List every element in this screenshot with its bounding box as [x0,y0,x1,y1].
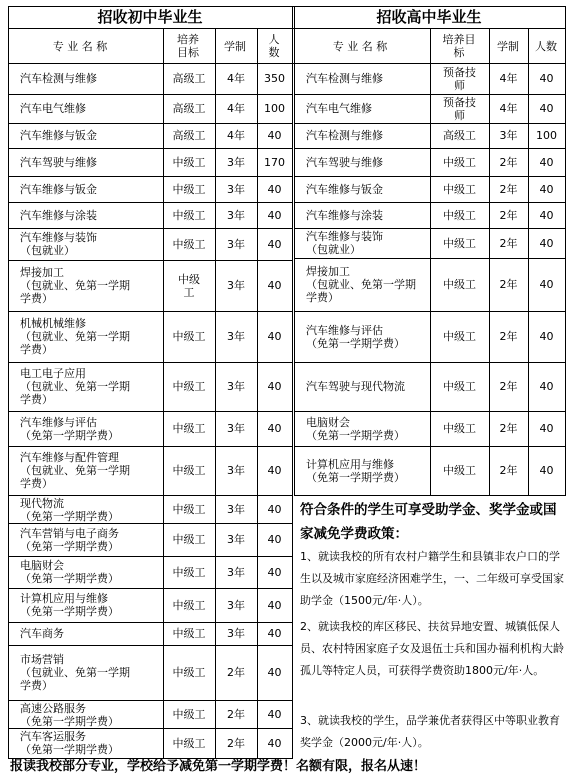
right-row-7-years: 2年 [499,236,518,250]
left-row-divider [8,362,293,363]
left-row-12-years: 3年 [227,464,245,477]
left-row-divider [8,176,293,177]
left-row-8-major: 焊接加工 （包就业、免第一学期 学费） [20,266,130,305]
left-row-7-major: 汽车维修与装饰 （包就业） [20,231,97,257]
left-row-divider [8,495,293,496]
right-row-11-years: 2年 [499,422,518,435]
left-row-20-goal: 中级工 [172,736,206,750]
left-row-divider [8,446,293,447]
left-row-14-years: 3年 [227,533,245,546]
left-row-9-years: 3年 [227,330,245,343]
left-row-1-years: 4年 [227,72,245,85]
left-row-7-goal: 中级工 [172,237,206,251]
left-row-1-goal: 高级工 [172,72,206,85]
left-row-divider [8,94,293,95]
left-col-divider [215,28,216,758]
left-row-10-years: 3年 [227,380,245,393]
right-row-11-major: 电脑财会 （免第一学期学费） [306,415,405,442]
left-row-12-major: 汽车维修与配件管理 （包就业、免第一学期 学费） [20,451,130,490]
left-row-18-goal: 中级工 [172,666,206,679]
right-row-3-count: 100 [536,129,557,142]
left-header-count: 人 数 [268,33,280,59]
left-row-17-count: 40 [267,627,282,640]
left-row-11-major: 汽车维修与评估 （免第一学期学费） [20,415,119,442]
left-row-7-years: 3年 [227,237,245,251]
left-row-divider [8,728,293,729]
left-header-major: 专 业 名 称 [52,40,108,53]
right-header-goal: 培养目 标 [442,33,476,59]
left-row-2-major: 汽车电气维修 [20,102,86,115]
left-col-divider [163,28,164,758]
right-row-6-goal: 中级工 [443,208,476,222]
footer-notice: 报读我校部分专业，学校给予减免第一学期学费！名额有限，报名从速！ [10,759,427,774]
right-row-9-count: 40 [539,330,554,343]
left-row-16-goal: 中级工 [172,598,206,612]
left-row-3-goal: 高级工 [172,129,206,142]
left-row-divider [8,123,293,124]
left-row-13-major: 现代物流 （免第一学期学费） [20,497,119,523]
right-row-10-years: 2年 [499,380,518,393]
left-row-6-years: 3年 [227,208,245,222]
left-row-4-years: 3年 [227,155,245,169]
right-row-1-count: 40 [539,72,554,85]
right-row-1-years: 4年 [499,72,518,85]
right-row-divider [294,495,566,496]
left-row-11-goal: 中级工 [172,422,206,435]
left-row-1-count: 350 [264,72,285,85]
left-row-13-goal: 中级工 [172,502,206,516]
left-row-8-years: 3年 [227,279,245,292]
left-row-12-goal: 中级工 [172,464,206,477]
policy-item-1: 1、就读我校的所有农村户籍学生和县镇非农户口的学生以及城市家庭经济困难学生，一、二年级可享受国家助学金（1500元/年·人）。 [300,550,564,607]
left-row-divider [8,260,293,261]
right-row-3-major: 汽车检测与维修 [306,129,383,142]
right-col-divider [430,28,431,495]
left-row-18-years: 2年 [227,666,245,679]
left-row-9-major: 机械机械维修 （包就业、免第一学期 学费） [20,317,130,356]
left-row-divider [8,411,293,412]
left-row-4-goal: 中级工 [172,155,206,169]
left-row-20-years: 2年 [227,736,245,750]
right-row-4-years: 2年 [499,155,518,169]
right-row-2-years: 4年 [499,102,518,115]
left-row-15-count: 40 [267,565,282,579]
left-row-divider [8,588,293,589]
policy-title: 符合条件的学生可享受助学金、奖学金或国家减免学费政策： [300,502,557,542]
right-row-9-goal: 中级工 [443,330,476,343]
left-row-divider [8,228,293,229]
left-row-5-count: 40 [267,182,282,196]
left-row-17-goal: 中级工 [172,627,206,640]
left-row-10-count: 40 [267,380,282,393]
left-row-19-goal: 中级工 [172,707,206,721]
left-row-divider [8,311,293,312]
left-row-divider [8,622,293,623]
left-header-goal: 培养 目标 [177,33,199,59]
left-row-3-major: 汽车维修与钣金 [20,129,97,142]
right-row-4-goal: 中级工 [443,155,476,169]
right-row-5-count: 40 [539,182,554,196]
right-row-5-major: 汽车维修与钣金 [306,182,383,196]
left-row-8-count: 40 [267,279,282,292]
right-col-divider [528,28,529,495]
left-row-divider [8,700,293,701]
left-row-9-count: 40 [267,330,282,343]
left-row-13-years: 3年 [227,502,245,516]
right-row-8-goal: 中级工 [443,278,476,291]
left-row-5-years: 3年 [227,182,245,196]
policy-item-3: 3、就读我校的学生，品学兼优者获得区中等职业教育奖学金（2000元/年·人）。 [300,714,560,749]
left-row-14-goal: 中级工 [172,533,206,546]
header-row-border [8,63,566,64]
left-row-14-major: 汽车营销与电子商务 （免第一学期学费） [20,526,119,553]
table-top-border [8,6,566,7]
right-row-5-years: 2年 [499,182,518,196]
left-row-12-count: 40 [267,464,282,477]
left-row-18-count: 40 [267,666,282,679]
left-row-15-years: 3年 [227,565,245,579]
left-row-divider [8,202,293,203]
right-row-9-years: 2年 [499,330,518,343]
left-row-13-count: 40 [267,502,282,516]
right-row-11-goal: 中级工 [443,422,476,435]
left-row-divider [8,148,293,149]
left-row-4-major: 汽车驾驶与维修 [20,155,97,169]
left-row-20-count: 40 [267,736,282,750]
left-row-3-years: 4年 [227,129,245,142]
left-row-6-major: 汽车维修与涂装 [20,208,97,222]
right-row-12-years: 2年 [499,464,518,477]
left-row-17-major: 汽车商务 [20,627,64,640]
left-row-2-years: 4年 [227,102,245,115]
left-section-title: 招收初中毕业生 [97,8,203,26]
right-row-10-major: 汽车驾驶与现代物流 [306,380,405,393]
right-row-10-count: 40 [539,380,554,393]
right-section-title: 招收高中毕业生 [376,8,482,26]
right-row-2-major: 汽车电气维修 [306,102,372,115]
right-row-5-goal: 中级工 [443,182,476,196]
right-row-8-years: 2年 [499,278,518,291]
left-row-16-count: 40 [267,598,282,612]
left-row-11-count: 40 [267,422,282,435]
left-row-14-count: 40 [267,533,282,546]
left-row-5-major: 汽车维修与钣金 [20,182,97,196]
left-row-16-years: 3年 [227,598,245,612]
left-row-18-major: 市场营销 （包就业、免第一学期 学费） [20,653,130,692]
left-row-6-count: 40 [267,208,282,222]
left-row-15-goal: 中级工 [172,565,206,579]
left-col-divider [257,28,258,758]
right-outer-border [565,6,566,495]
right-row-12-major: 计算机应用与维修 （免第一学期学费） [306,457,405,484]
right-row-7-goal: 中级工 [443,236,476,250]
left-row-7-count: 40 [267,237,282,251]
left-row-19-years: 2年 [227,707,245,721]
title-row-border [8,28,566,29]
left-row-5-goal: 中级工 [172,182,206,196]
left-row-divider [8,523,293,524]
right-header-count: 人数 [535,40,557,53]
right-header-years: 学制 [497,40,519,53]
right-row-3-years: 3年 [499,129,518,142]
left-row-20-major: 汽车客运服务 （免第一学期学费） [20,730,119,756]
left-row-3-count: 40 [267,129,282,142]
left-row-2-goal: 高级工 [172,102,206,115]
left-outer-border [8,6,9,758]
left-row-19-count: 40 [267,707,282,721]
right-row-2-count: 40 [539,102,554,115]
left-row-4-count: 170 [264,155,285,169]
left-header-years: 学制 [224,40,246,53]
right-row-11-count: 40 [539,422,554,435]
right-row-4-count: 40 [539,155,554,169]
left-row-8-goal: 中级 工 [178,272,200,299]
left-row-19-major: 高速公路服务 （免第一学期学费） [20,702,119,728]
left-row-10-major: 电工电子应用 （包就业、免第一学期 学费） [20,367,130,406]
left-row-11-years: 3年 [227,422,245,435]
right-row-6-major: 汽车维修与涂装 [306,208,383,222]
center-divider [292,6,293,758]
left-row-17-years: 3年 [227,627,245,640]
right-row-12-goal: 中级工 [443,464,476,477]
right-row-7-major: 汽车维修与装饰 （包就业） [306,230,383,256]
left-row-1-major: 汽车检测与维修 [20,72,97,85]
right-col-divider [489,28,490,495]
left-row-9-goal: 中级工 [172,330,206,343]
right-row-3-goal: 高级工 [443,129,476,142]
right-row-2-goal: 预备技 师 [443,95,476,122]
right-row-1-major: 汽车检测与维修 [306,72,383,85]
left-row-15-major: 电脑财会 （免第一学期学费） [20,559,119,585]
right-row-6-count: 40 [539,208,554,222]
right-row-4-major: 汽车驾驶与维修 [306,155,383,169]
right-row-7-count: 40 [539,236,554,250]
right-row-6-years: 2年 [499,208,518,222]
right-header-major: 专 业 名 称 [332,40,388,53]
right-row-8-major: 焊接加工 （包就业、免第一学期 学费） [306,265,416,304]
left-row-divider [8,645,293,646]
right-row-12-count: 40 [539,464,554,477]
right-row-8-count: 40 [539,278,554,291]
right-row-9-major: 汽车维修与评估 （免第一学期学费） [306,323,405,350]
left-row-10-goal: 中级工 [172,380,206,393]
right-outer-border [294,6,295,495]
right-row-1-goal: 预备技 师 [443,65,476,92]
left-row-divider [8,556,293,557]
right-row-10-goal: 中级工 [443,380,476,393]
left-row-2-count: 100 [264,102,285,115]
left-row-16-major: 计算机应用与维修 （免第一学期学费） [20,592,119,618]
policy-item-2: 2、就读我校的库区移民、扶贫异地安置、城镇低保人员、农村特困家庭子女及退伍士兵和国办福利机构大龄孤儿等特定人员，可获得学费资助1800元/年·人。 [300,620,564,677]
left-row-6-goal: 中级工 [172,208,206,222]
